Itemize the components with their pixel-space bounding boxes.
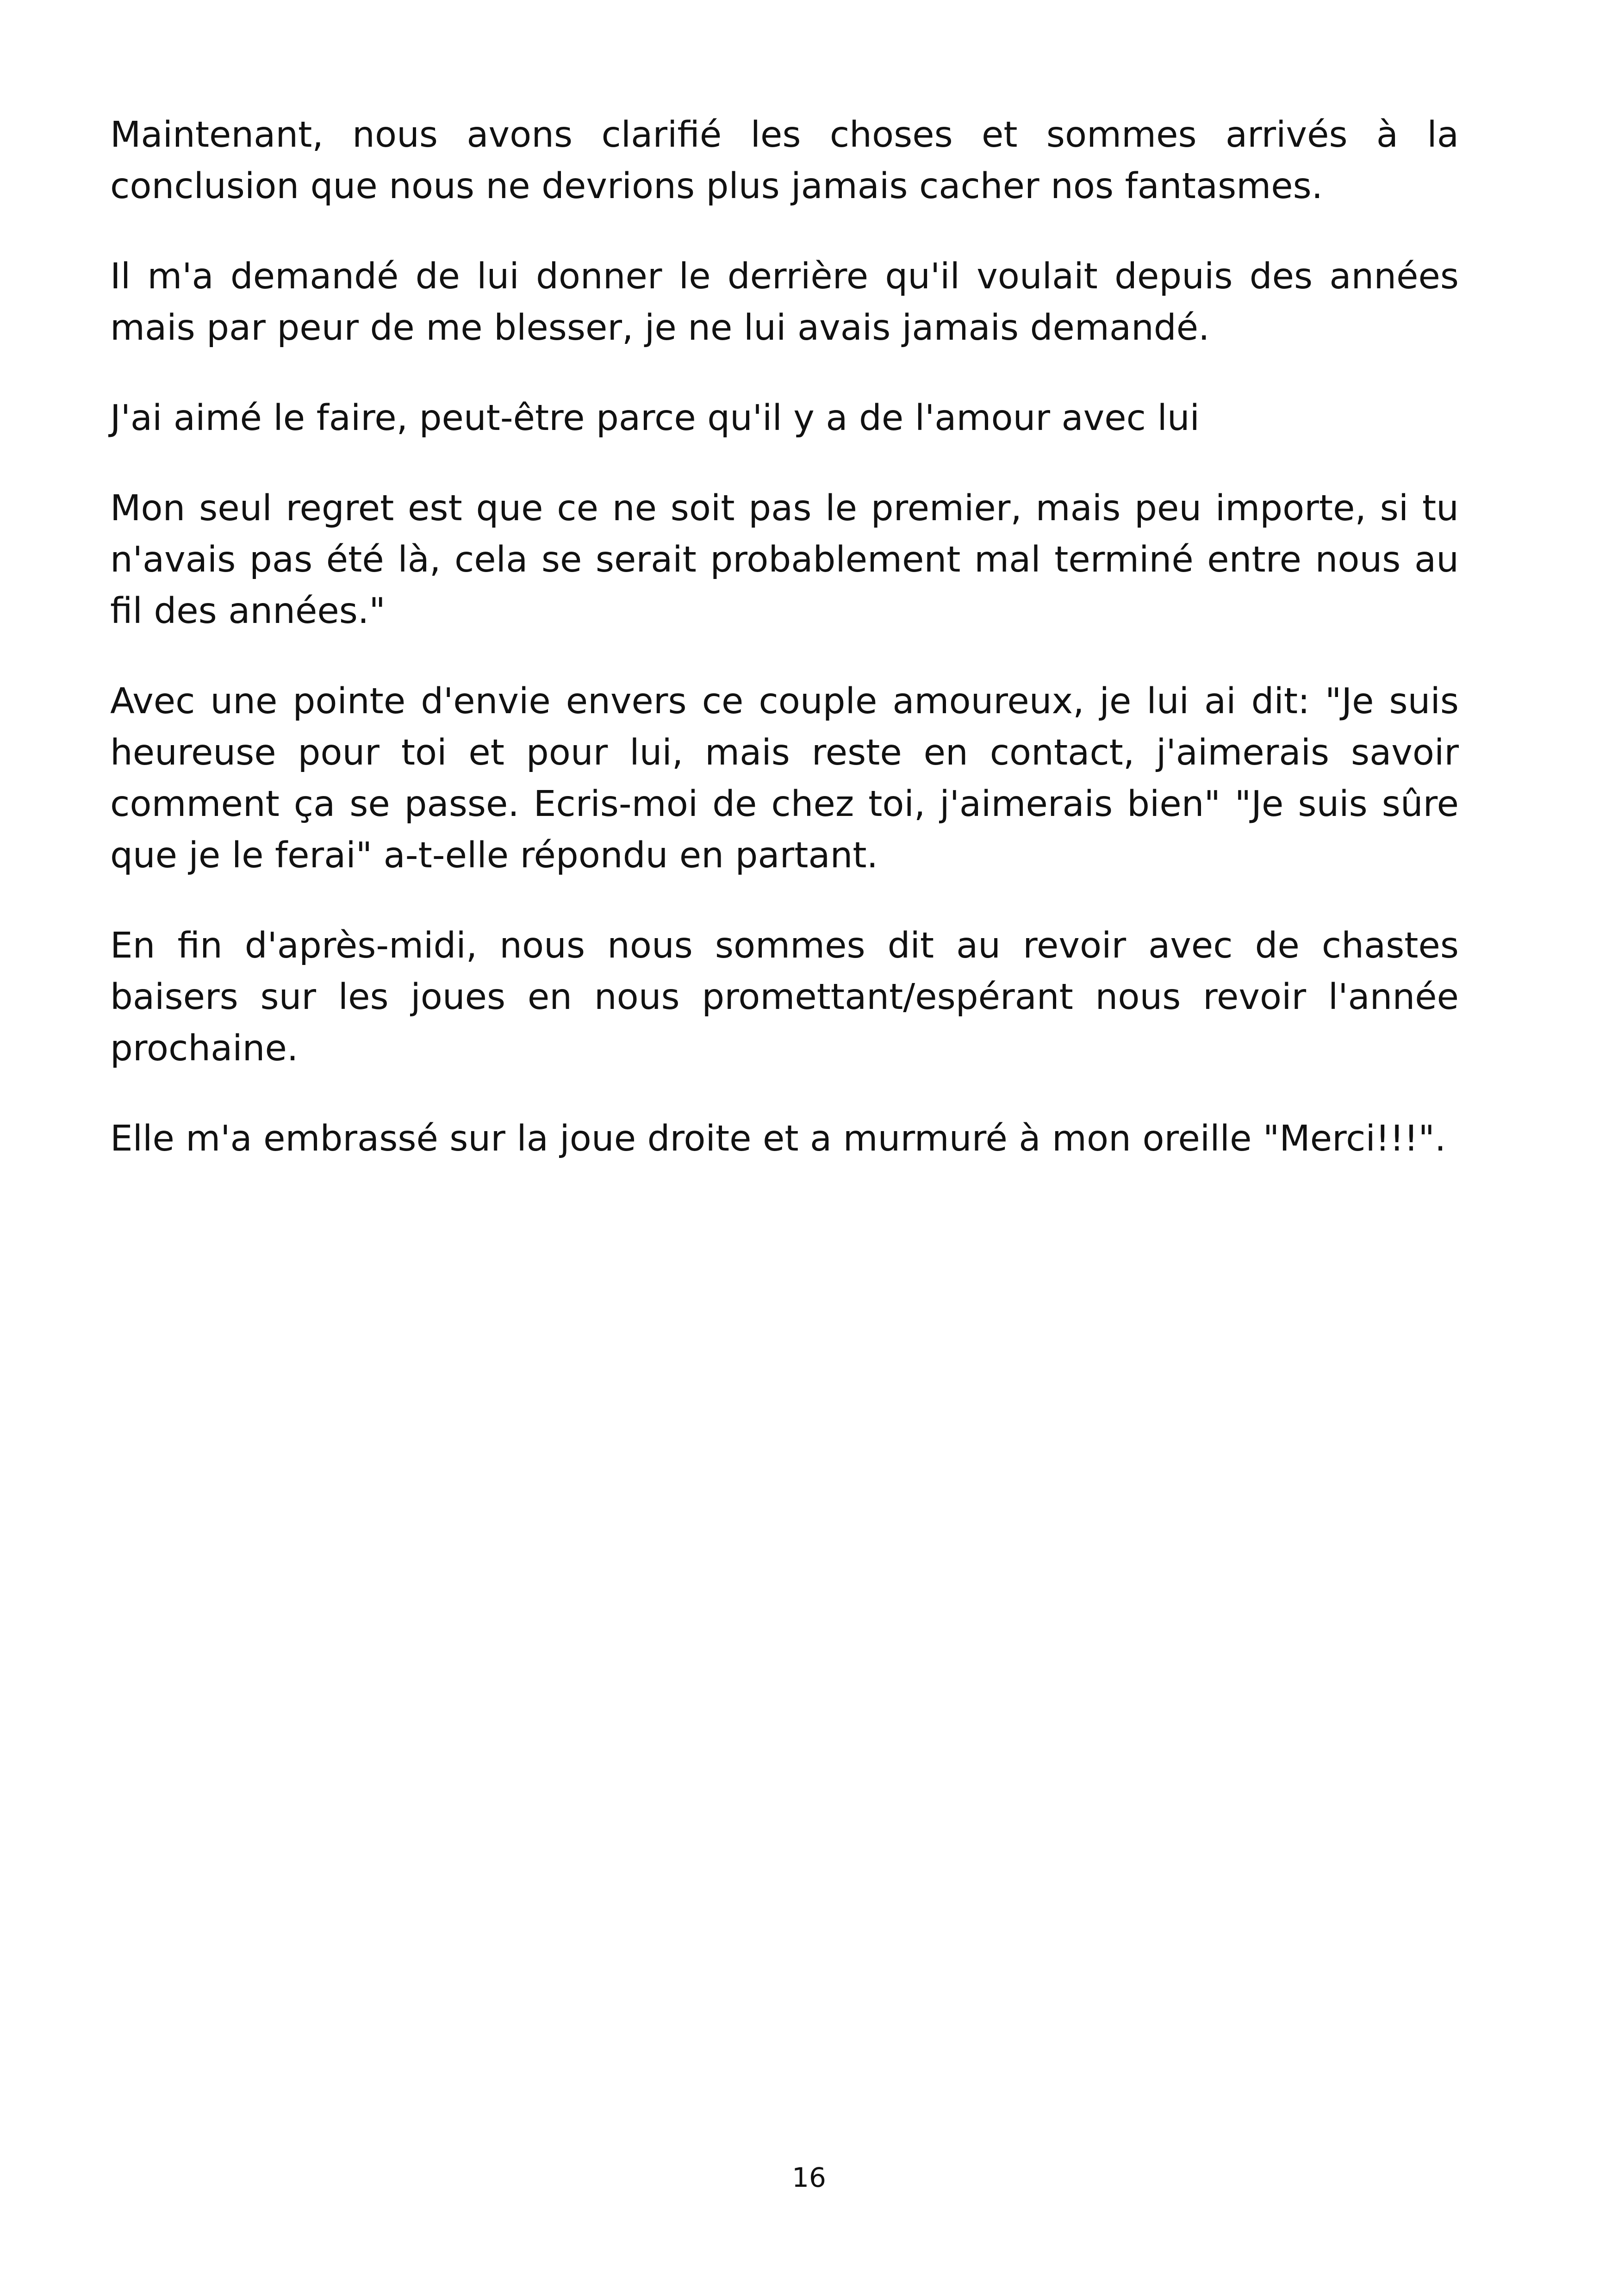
paragraph-4: Mon seul regret est que ce ne soit pas le premier, mais peu importe, si tu n'avais pas été là, cela se serait probablement mal terminé entre nous au fil des années."	[110, 488, 1459, 632]
paragraph-3: J'ai aimé le faire, peut-être parce qu'il y a de l'amour avec lui	[110, 398, 1200, 439]
paragraph-2: Il m'a demandé de lui donner le derrière qu'il voulait depuis des années mais par peur de me blesser, je ne lui avais jamais demandé.	[110, 256, 1459, 348]
paragraph-5: Avec une pointe d'envie envers ce couple amoureux, je lui ai dit: "Je suis heureuse pour toi et pour lui, mais reste en contact, j'aimerais savoir comment ça se passe. Ecris-moi de chez toi, j'aimerais bien" "Je suis sûre que je le ferai" a-t-elle répondu en partant.	[110, 681, 1459, 876]
paragraph-1: Maintenant, nous avons clarifié les choses et sommes arrivés à la conclusion que nous ne devrions plus jamais cacher nos fantasmes.	[110, 114, 1459, 207]
page-number: 16	[792, 2162, 826, 2193]
body-text	[110, 109, 1459, 1203]
paragraph-6: En fin d'après-midi, nous nous sommes dit au revoir avec de chastes baisers sur les joues en nous promettant/espérant nous revoir l'année prochaine.	[110, 925, 1459, 1069]
paragraph-7: Elle m'a embrassé sur la joue droite et a murmuré à mon oreille "Merci!!!".	[110, 1118, 1446, 1159]
